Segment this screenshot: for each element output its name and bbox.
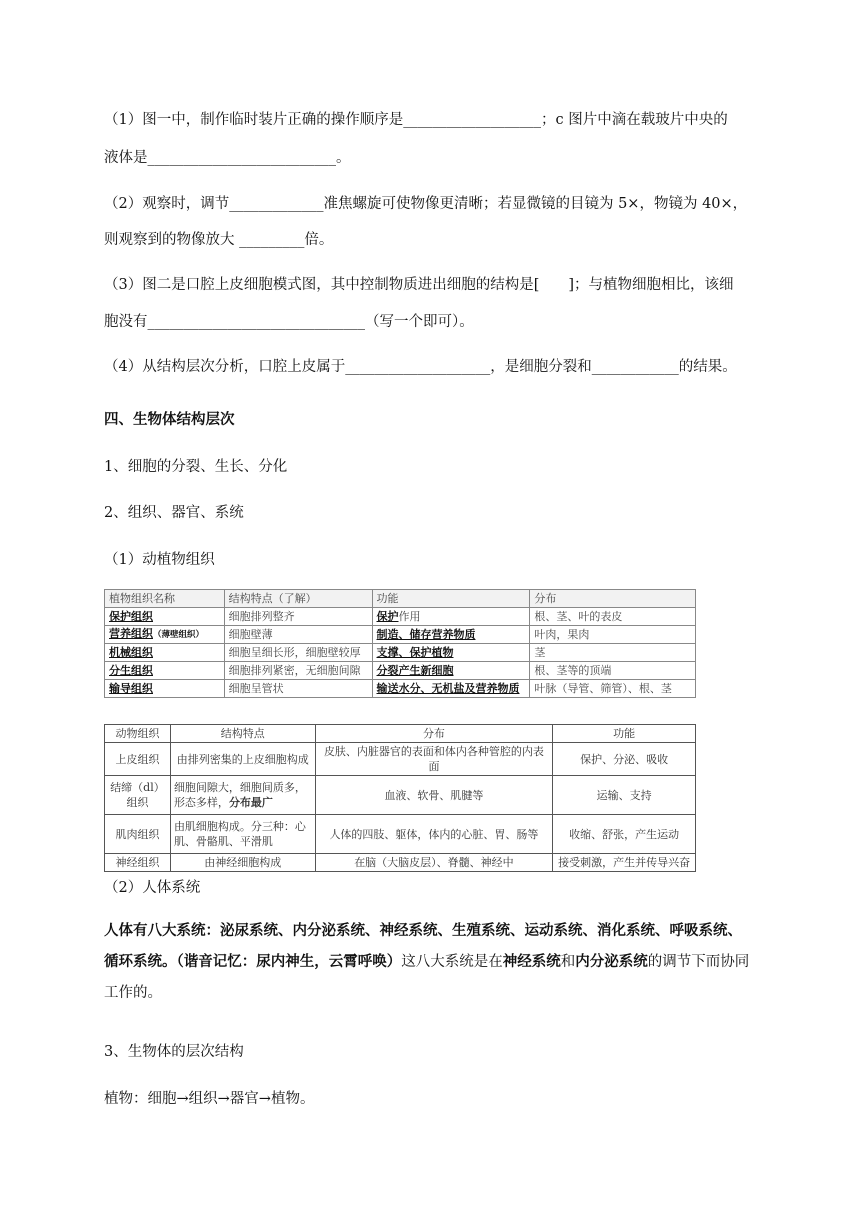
table-row — [105, 626, 696, 644]
tissue-name-line-2: 组织 — [126, 796, 149, 809]
animal-table-header-row — [105, 725, 696, 743]
tissue-function: 接受刺激，产生并传导兴奋 — [553, 854, 696, 872]
plant-table-header-row — [105, 590, 696, 608]
tissue-feature — [170, 776, 315, 815]
tissue-function-rest: 作用 — [398, 609, 421, 623]
table-row — [105, 854, 696, 872]
animal-tissue-table — [104, 724, 696, 872]
question-1-line-1: （1）图一中，制作临时装片正确的操作顺序是___________________；c 图片中滴在载玻片中央的 — [104, 112, 728, 128]
systems-endocrine: 内分泌系统 — [575, 954, 648, 970]
tissue-distribution: 叶肉，果肉 — [530, 626, 696, 644]
table-row — [105, 776, 696, 815]
table-row — [105, 608, 696, 626]
question-3-line-1: （3）图二是口腔上皮细胞模式图，其中控制物质进出细胞的结构是[ ]；与植物细胞相比，该细 — [104, 277, 734, 293]
tissue-distribution: 叶脉（导管、筛管）、根、茎 — [530, 680, 696, 698]
item-2-heading: 2、组织、器官、系统 — [104, 505, 244, 521]
tissue-distribution: 皮肤、内脏器官的表面和体内各种管腔的内表面 — [315, 743, 553, 776]
systems-paragraph — [104, 916, 756, 1009]
animal-header-distribution: 分布 — [315, 725, 553, 743]
tissue-function: 保护、分泌、吸收 — [553, 743, 696, 776]
tissue-function-bold: 输送水分、无机盐及营养物质 — [376, 681, 520, 695]
question-2-line-1: （2）观察时，调节_____________准焦螺旋可使物像更清晰；若显微镜的目镜为 5×，物镜为 40×， — [104, 196, 748, 212]
sub-heading-tissues: （1）动植物组织 — [104, 552, 215, 568]
plant-tissue-table — [104, 589, 696, 698]
tissue-feature-emphasis: 分布最广 — [228, 796, 273, 809]
tissue-feature: 细胞壁薄 — [224, 626, 372, 644]
tissue-feature-line-1: 由肌细胞构成。分三种：心 — [173, 820, 306, 833]
animal-header-feature: 结构特点 — [170, 725, 315, 743]
tissue-name: 机械组织 — [109, 645, 153, 659]
table-row — [105, 644, 696, 662]
systems-bold-text: 人体有八大系统：泌尿系统、内分泌系统、神经系统、生殖系统、运动系统、消化系统、呼吸系统、循环系统。（谐音记忆：尿内神生，云霄呼唤） — [104, 923, 742, 970]
tissue-name: 肌肉组织 — [105, 815, 171, 854]
tissue-name: 神经组织 — [105, 854, 171, 872]
tissue-name: 保护组织 — [109, 609, 153, 623]
tissue-feature: 由神经细胞构成 — [170, 854, 315, 872]
tissue-feature: 细胞呈细长形，细胞壁较厚 — [224, 644, 372, 662]
item-3-heading: 3、生物体的层次结构 — [104, 1044, 244, 1060]
tissue-feature: 细胞排列紧密，无细胞间隙 — [224, 662, 372, 680]
plant-header-distribution: 分布 — [530, 590, 696, 608]
tissue-distribution: 血液、软骨、肌腱等 — [315, 776, 553, 815]
tissue-name — [105, 776, 171, 815]
question-2-line-2: 则观察到的物像放大 _________倍。 — [104, 232, 334, 248]
tissue-feature — [170, 815, 315, 854]
tissue-name-line-1: 结缔（dl） — [110, 781, 165, 794]
systems-text-1: 这八大系统是在 — [401, 954, 503, 970]
tissue-feature: 细胞呈管状 — [224, 680, 372, 698]
tissue-feature: 由排列密集的上皮细胞构成 — [170, 743, 315, 776]
plant-levels-text: 植物：细胞→组织→器官→植物。 — [104, 1091, 315, 1107]
question-3-line-2: 胞没有______________________________（写一个即可）。 — [104, 314, 474, 330]
animal-header-name: 动物组织 — [105, 725, 171, 743]
table-row — [105, 743, 696, 776]
table-row — [105, 662, 696, 680]
tissue-name: 输导组织 — [109, 681, 153, 695]
tissue-feature-line-1: 细胞间隙大，细胞间质多， — [173, 781, 306, 794]
tissue-name: 营养组织 — [109, 627, 153, 640]
tissue-function-bold: 支撑、保护植物 — [376, 645, 454, 659]
tissue-function: 收缩、舒张，产生运动 — [553, 815, 696, 854]
tissue-function-bold: 制造、储存营养物质 — [376, 627, 476, 641]
question-4-line-1: （4）从结构层次分析，口腔上皮属于____________________，是细胞分裂和____________的结果。 — [104, 359, 737, 375]
systems-text-3: 的调节下而协同工作的。 — [104, 954, 750, 1001]
tissue-function-bold: 分裂产生新细胞 — [376, 663, 454, 677]
plant-header-name: 植物组织名称 — [105, 590, 225, 608]
section-4-title: 四、生物体结构层次 — [104, 412, 235, 428]
tissue-distribution: 茎 — [530, 644, 696, 662]
systems-nervous: 神经系统 — [502, 954, 561, 970]
question-1-line-2: 液体是__________________________。 — [104, 150, 351, 166]
tissue-name: 上皮组织 — [105, 743, 171, 776]
tissue-name-note: （薄壁组织） — [153, 630, 205, 640]
tissue-distribution: 根、茎等的顶端 — [530, 662, 696, 680]
plant-header-function: 功能 — [372, 590, 530, 608]
tissue-feature-line-2: 肌、骨骼肌、平滑肌 — [173, 835, 273, 848]
animal-header-function: 功能 — [553, 725, 696, 743]
item-1-heading: 1、细胞的分裂、生长、分化 — [104, 459, 288, 475]
systems-text-2: 和 — [560, 954, 576, 970]
tissue-feature-line-2: 形态多样， — [173, 796, 229, 809]
tissue-function-bold: 保护 — [376, 609, 399, 623]
tissue-distribution: 人体的四肢、躯体，体内的心脏、胃、肠等 — [315, 815, 553, 854]
tissue-feature: 细胞排列整齐 — [224, 608, 372, 626]
sub-heading-systems: （2）人体系统 — [104, 880, 201, 896]
tissue-function: 运输、支持 — [553, 776, 696, 815]
plant-header-feature: 结构特点（了解） — [224, 590, 372, 608]
tissue-distribution: 根、茎、叶的表皮 — [530, 608, 696, 626]
tissue-name: 分生组织 — [109, 663, 153, 677]
table-row — [105, 680, 696, 698]
tissue-distribution: 在脑（大脑皮层）、脊髓、神经中 — [315, 854, 553, 872]
table-row — [105, 815, 696, 854]
